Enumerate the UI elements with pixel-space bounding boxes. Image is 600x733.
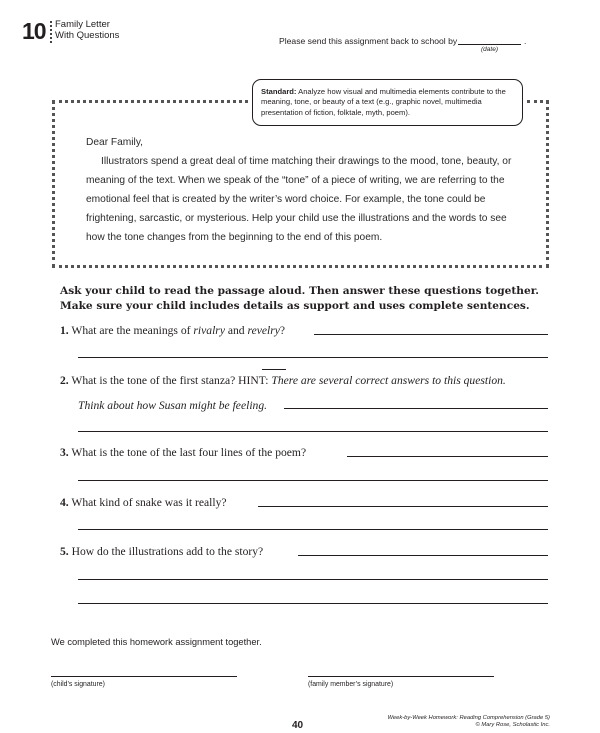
answer-line-2a[interactable] <box>284 408 548 409</box>
answer-line-5c[interactable] <box>78 603 548 604</box>
answer-line-2b[interactable] <box>78 431 548 432</box>
date-blank[interactable] <box>458 44 521 45</box>
child-signature-line[interactable] <box>51 676 237 677</box>
hint-text: There are several correct answers to this question. <box>268 374 506 387</box>
child-signature-label: (child’s signature) <box>51 681 105 688</box>
answer-line-4b[interactable] <box>78 529 548 530</box>
question-4-number: 4. <box>60 496 69 509</box>
answer-line-1b[interactable] <box>78 357 548 358</box>
header-title <box>55 19 119 41</box>
question-3-text: What is the tone of the last four lines of the poem? <box>68 446 307 459</box>
answer-line-3b[interactable] <box>78 480 548 481</box>
lesson-number: 10 <box>22 18 46 44</box>
hint-overline <box>262 369 286 370</box>
question-1-number: 1. <box>60 324 69 337</box>
answer-line-5b[interactable] <box>78 579 548 580</box>
question-5-number: 5. <box>60 545 69 558</box>
family-letter <box>86 133 524 248</box>
letter-frame-left <box>52 100 55 268</box>
question-1-term-revelry: revelry <box>247 324 280 337</box>
answer-line-4a[interactable] <box>258 506 548 507</box>
family-signature-line[interactable] <box>308 676 494 677</box>
header-title-line2: With Questions <box>55 30 120 41</box>
question-1-mark: ? <box>279 324 286 337</box>
header-title-line1: Family Letter <box>55 19 110 30</box>
question-5-text: How do the illustrations add to the story? <box>68 545 264 558</box>
footer-credit-line2: © Mary Rose, Scholastic Inc. <box>475 722 550 728</box>
standard-text: Analyze how visual and multimedia elements contribute to the meaning, tone, or beauty of a text (e.g., graphic novel, multimedia presentation of fiction, folktale, myth, poem). <box>261 87 506 117</box>
footer-credit-line1: Week-by-Week Homework: Reading Comprehension (Grade 5) <box>387 715 550 721</box>
letter-body: Illustrators spend a great deal of time matching their drawings to the mood, tone, beauty, or meaning of the text. When we speak of the “tone” of a piece of writing, we are referring to the emotional feel that is created by the writer’s word choice. For example, the tone could be frightening, sarcastic, or mysterious. Help your child use the illustrations and the words to see how the tone changes from the beginning to the end of this poem. <box>86 156 512 244</box>
question-3 <box>60 446 306 459</box>
letter-frame-bottom <box>52 265 549 268</box>
question-3-number: 3. <box>60 446 69 459</box>
header-divider <box>50 21 52 43</box>
question-2-line2 <box>78 399 267 412</box>
question-2-number: 2. <box>60 374 69 387</box>
directions: Ask your child to read the passage aloud. Then answer these questions together. Make sure your child includes details as support and uses complete sentences. <box>60 285 539 312</box>
hint-line2: Think about how Susan might be feeling. <box>78 399 268 412</box>
page-number: 40 <box>292 720 304 731</box>
completed-statement: We completed this homework assignment together. <box>51 637 262 647</box>
standard-box <box>252 79 523 126</box>
family-signature-label: (family member’s signature) <box>308 681 394 688</box>
date-label: (date) <box>481 46 498 53</box>
letter-frame-right <box>546 100 549 268</box>
question-1-and: and <box>224 324 248 337</box>
question-2 <box>60 374 506 387</box>
footer-credit <box>330 715 550 729</box>
letter-frame-top-left <box>52 100 248 103</box>
answer-line-3a[interactable] <box>347 456 548 457</box>
standard-label: Standard: <box>261 87 297 96</box>
question-5 <box>60 545 263 558</box>
answer-line-1a[interactable] <box>314 334 548 335</box>
question-4-text: What kind of snake was it really? <box>68 496 227 509</box>
send-back-text: Please send this assignment back to school by <box>279 36 458 46</box>
answer-line-5a[interactable] <box>298 555 548 556</box>
question-1-text: What are the meanings of <box>68 324 194 337</box>
question-1 <box>60 324 285 337</box>
date-period: . <box>524 36 527 46</box>
question-4 <box>60 496 227 509</box>
letter-greeting: Dear Family, <box>86 137 143 148</box>
question-2-text: What is the tone of the first stanza? <box>68 374 239 387</box>
hint-label: HINT: <box>238 374 269 387</box>
question-1-term-rivalry: rivalry <box>193 324 225 337</box>
